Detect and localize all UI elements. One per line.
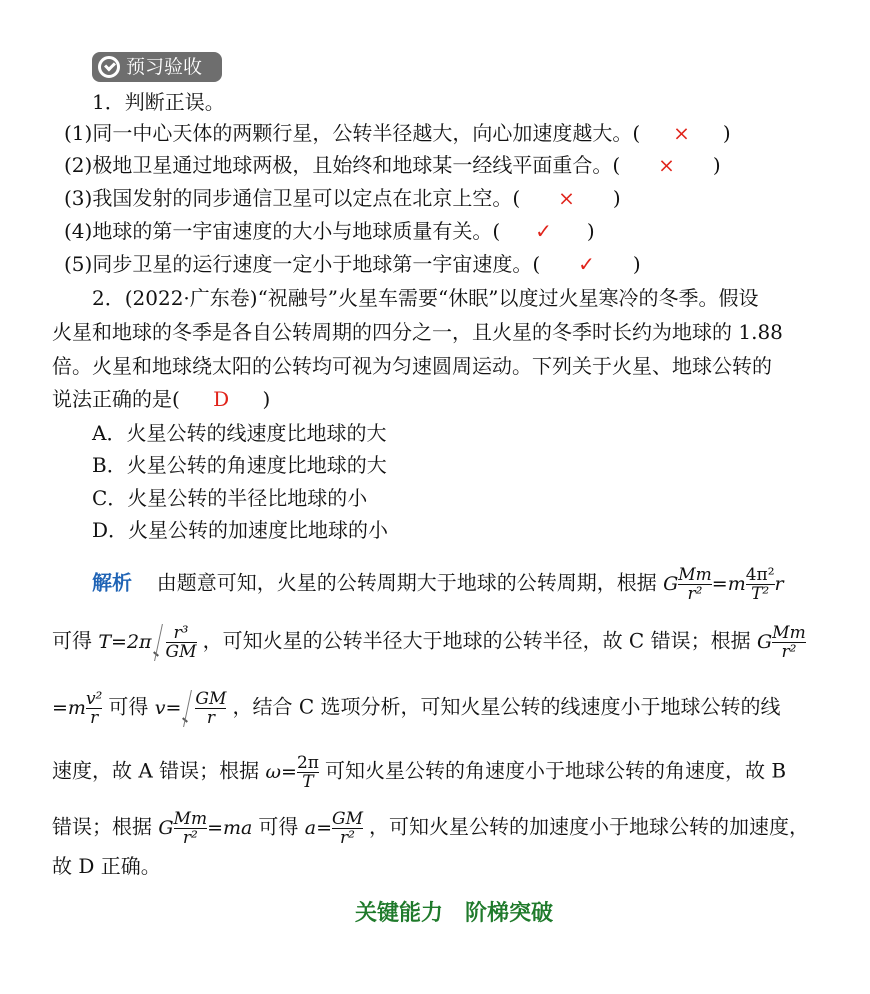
answer-mark: ✓ [578,252,595,276]
q2-line-4: 说法正确的是( D ) [52,387,271,411]
q1-item-2: (2)极地卫星通过地球两极，且始终和地球某一经线平面重合。( × ) [64,153,721,177]
analysis-line-2: 可得 T=2π $\frac{\text{r³}}{GM}$ ，可知火星的公转半径大于地球的公转半径，故 C 错误；根据 G $\frac{Mm}{\text{r²}}$ [52,623,806,662]
analysis-line-5: 错误；根据 G $\frac{Mm}{\text{r²}}$ =ma 可得 a= $\frac{GM}{\text{r²}}$ ，可知火星公转的加速度小于地球公转的加速度， [52,809,810,848]
analysis-line-6: 故 D 正确。 [52,854,161,878]
q1-item-1: (1)同一中心天体的两颗行星，公转半径越大，向心加速度越大。( × ) [64,121,731,145]
formula-acceleration: a= $\frac{GM}{\text{r²}}$ [304,809,363,848]
formula-newton: G $\frac{Mm}{\text{r²}}$ =ma [158,809,259,848]
section-title: 关键能力 阶梯突破 [355,900,554,926]
q2-line-2: 火星和地球的冬季是各自公转周期的四分之一，且火星的冬季时长约为地球的 1.88 [52,320,783,344]
formula-velocity: v= $\frac{GM}{r}$ [154,689,227,728]
check-circle-icon [98,56,120,78]
formula-gravity: G $\frac{Mm}{\text{r²}}$ =m $\frac{\text{4π²}}{\text{T²}}$ r [663,565,784,604]
q2-line-1: 2．(2022·广东卷)“祝融号”火星车需要“休眠”以度过火星寒冷的冬季。假设 [92,286,759,310]
option-b: B．火星公转的角速度比地球的大 [92,453,387,477]
q1-item-4: (4)地球的第一宇宙速度的大小与地球质量有关。( ✓ ) [64,219,595,243]
analysis-line-3: =m $\frac{\text{v²}}{r}$ 可得 v= $\frac{GM}{r}$ ，结合 C 选项分析，可知火星公转的线速度小于地球公转的线 [52,689,781,728]
analysis-label: 解析 [92,570,132,595]
formula-centripetal: =m $\frac{\text{v²}}{r}$ [52,689,103,728]
q2-answer: D [213,387,230,411]
q2-line-3: 倍。火星和地球绕太阳的公转均可视为匀速圆周运动。下列关于火星、地球公转的 [52,354,772,378]
section-badge [92,52,222,82]
option-d: D．火星公转的加速度比地球的小 [92,518,389,542]
badge-label: 预习验收 [126,56,203,78]
formula-gravity-2: G $\frac{Mm}{\text{r²}}$ [756,623,806,662]
answer-mark: × [558,186,575,210]
q1-item-3: (3)我国发射的同步通信卫星可以定点在北京上空。( × ) [64,186,621,210]
formula-omega: ω= $\frac{2\pi}{T}$ [265,753,319,792]
q1-stem: 1．判断正误。 [92,90,225,114]
answer-mark: × [658,153,675,177]
option-a: A．火星公转的线速度比地球的大 [92,421,387,445]
analysis-line-1: 解析 由题意可知，火星的公转周期大于地球的公转周期，根据 G $\frac{Mm}{\text{r²}}$ =m $\frac{\text{4π²}}{\text{T²}}$ r [92,565,784,604]
formula-period: T=2π $\frac{\text{r³}}{GM}$ [98,623,197,662]
answer-mark: × [673,121,690,145]
analysis-line-4: 速度，故 A 错误；根据 ω= $\frac{2\pi}{T}$ 可知火星公转的角速度小于地球公转的角速度，故 B [52,753,787,792]
q1-item-5: (5)同步卫星的运行速度一定小于地球第一宇宙速度。( ✓ ) [64,252,641,276]
option-c: C．火星公转的半径比地球的小 [92,486,368,510]
answer-mark: ✓ [535,219,552,243]
